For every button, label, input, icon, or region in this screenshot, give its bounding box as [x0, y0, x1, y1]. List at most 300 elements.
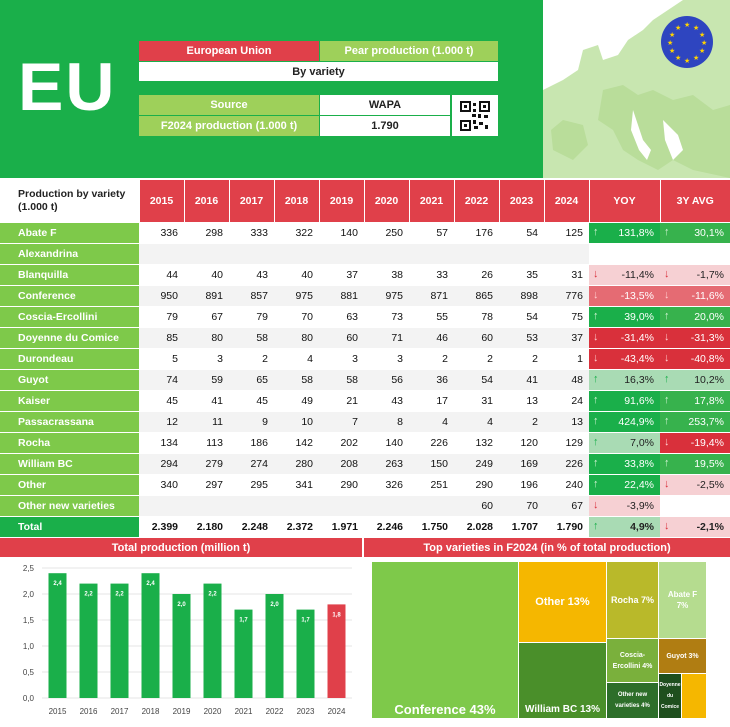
value-cell — [184, 243, 229, 264]
x-tick-label: 2017 — [110, 707, 129, 716]
avg-cell — [660, 495, 730, 516]
value-cell: 322 — [274, 222, 319, 243]
bar — [173, 594, 191, 698]
yoy-cell — [589, 243, 660, 264]
table-row — [0, 474, 730, 495]
treemap-label: Guyot 3% — [666, 652, 699, 660]
value-cell: 290 — [454, 474, 499, 495]
table-row — [0, 390, 730, 411]
arrow-up-icon: ↑ — [664, 372, 670, 385]
year-header: 2023 — [499, 180, 544, 222]
arrow-down-icon: ↓ — [664, 519, 670, 532]
bar-value-label: 2,4 — [53, 581, 62, 588]
value-cell: 54 — [454, 369, 499, 390]
avg-cell — [660, 474, 730, 495]
arrow-down-icon: ↓ — [593, 288, 599, 301]
yoy-cell — [589, 411, 660, 432]
treemap-tile — [659, 562, 706, 638]
value-cell: 60 — [454, 327, 499, 348]
change-value: -3,9% — [626, 499, 654, 512]
table-row — [0, 495, 730, 516]
value-cell: 31 — [544, 264, 589, 285]
year-header: 2024 — [544, 180, 589, 222]
value-cell: 73 — [364, 306, 409, 327]
bar-value-label: 2,2 — [84, 591, 93, 598]
value-cell: 2 — [454, 348, 499, 369]
bar — [111, 584, 129, 698]
table-row — [0, 453, 730, 474]
change-value: 10,2% — [694, 373, 724, 386]
value-cell: 2.246 — [364, 516, 409, 537]
y-tick-label: 2,5 — [22, 564, 34, 573]
bar-value-label: 2,4 — [146, 581, 155, 588]
change-value: 33,8% — [624, 457, 654, 470]
avg-cell — [660, 264, 730, 285]
value-cell: 4 — [454, 411, 499, 432]
change-value: 19,5% — [694, 457, 724, 470]
value-cell: 975 — [274, 285, 319, 306]
value-cell: 79 — [229, 306, 274, 327]
yoy-cell — [589, 369, 660, 390]
value-cell: 881 — [319, 285, 364, 306]
value-cell: 250 — [364, 222, 409, 243]
value-cell — [274, 243, 319, 264]
value-cell: 3 — [319, 348, 364, 369]
arrow-up-icon: ↑ — [664, 309, 670, 322]
yoy-cell — [589, 390, 660, 411]
value-cell: 140 — [319, 222, 364, 243]
value-cell: 46 — [409, 327, 454, 348]
value-cell: 37 — [319, 264, 364, 285]
value-cell: 78 — [454, 306, 499, 327]
value-cell: 36 — [409, 369, 454, 390]
year-header: 2022 — [454, 180, 499, 222]
value-cell: 17 — [409, 390, 454, 411]
year-header: 2019 — [319, 180, 364, 222]
value-cell: 58 — [229, 327, 274, 348]
value-cell: 1.707 — [499, 516, 544, 537]
value-cell: 13 — [544, 411, 589, 432]
variety-name: William BC — [0, 453, 139, 474]
change-value: 22,4% — [624, 478, 654, 491]
arrow-up-icon: ↑ — [593, 477, 599, 490]
subtitle: By variety — [139, 62, 498, 81]
value-cell: 79 — [139, 306, 184, 327]
table-row — [0, 243, 730, 264]
value-cell: 196 — [499, 474, 544, 495]
arrow-up-icon: ↑ — [593, 435, 599, 448]
yoy-cell — [589, 474, 660, 495]
treemap-tile — [519, 562, 606, 642]
value-cell: 865 — [454, 285, 499, 306]
value-cell — [454, 243, 499, 264]
variety-name: Blanquilla — [0, 264, 139, 285]
table-row — [0, 285, 730, 306]
value-cell: 59 — [184, 369, 229, 390]
total-production-bar-chart — [0, 560, 362, 727]
value-cell: 75 — [544, 306, 589, 327]
top-varieties-treemap — [372, 562, 706, 718]
value-cell: 1.971 — [319, 516, 364, 537]
variety-name: Passacrassana — [0, 411, 139, 432]
value-cell: 226 — [544, 453, 589, 474]
value-cell: 5 — [139, 348, 184, 369]
value-cell: 10 — [274, 411, 319, 432]
value-cell: 45 — [139, 390, 184, 411]
arrow-up-icon: ↑ — [593, 519, 599, 532]
value-cell: 56 — [364, 369, 409, 390]
value-cell: 226 — [409, 432, 454, 453]
yoy-cell — [589, 495, 660, 516]
value-cell: 13 — [499, 390, 544, 411]
value-cell: 295 — [229, 474, 274, 495]
value-cell: 67 — [544, 495, 589, 516]
x-tick-label: 2019 — [172, 707, 191, 716]
arrow-down-icon: ↓ — [593, 351, 599, 364]
value-cell — [319, 495, 364, 516]
value-cell: 125 — [544, 222, 589, 243]
treemap-label: Other new varieties 4% — [615, 691, 650, 709]
year-header: 2020 — [364, 180, 409, 222]
change-value: 424,9% — [618, 415, 654, 428]
value-cell: 140 — [364, 432, 409, 453]
value-cell: 41 — [184, 390, 229, 411]
variety-name: Abate F — [0, 222, 139, 243]
arrow-down-icon: ↓ — [664, 330, 670, 343]
x-tick-label: 2021 — [234, 707, 253, 716]
value-cell: 24 — [544, 390, 589, 411]
value-cell: 8 — [364, 411, 409, 432]
value-cell: 3 — [184, 348, 229, 369]
bar-chart-title: Total production (million t) — [0, 538, 362, 557]
value-cell — [319, 243, 364, 264]
y-tick-label: 2,0 — [22, 590, 34, 599]
avg-header: 3Y AVG — [660, 180, 730, 222]
change-value: 16,3% — [624, 373, 654, 386]
avg-cell — [660, 306, 730, 327]
value-cell: 3 — [364, 348, 409, 369]
value-cell: 950 — [139, 285, 184, 306]
yoy-cell — [589, 348, 660, 369]
value-cell: 1.750 — [409, 516, 454, 537]
x-tick-label: 2018 — [141, 707, 160, 716]
variety-name: Alexandrina — [0, 243, 139, 264]
value-cell: 340 — [139, 474, 184, 495]
value-cell: 54 — [499, 306, 544, 327]
variety-name: Conference — [0, 285, 139, 306]
value-cell: 294 — [139, 453, 184, 474]
arrow-down-icon: ↓ — [664, 267, 670, 280]
value-cell: 891 — [184, 285, 229, 306]
x-tick-label: 2016 — [79, 707, 98, 716]
table-row — [0, 411, 730, 432]
value-cell: 113 — [184, 432, 229, 453]
value-cell: 871 — [409, 285, 454, 306]
value-cell — [409, 243, 454, 264]
arrow-up-icon: ↑ — [593, 393, 599, 406]
value-cell: 1.790 — [544, 516, 589, 537]
forecast-label: F2024 production (1.000 t) — [139, 116, 319, 136]
bar-value-label: 2,2 — [115, 591, 124, 598]
value-cell — [139, 495, 184, 516]
arrow-up-icon: ↑ — [593, 225, 599, 238]
value-cell: 776 — [544, 285, 589, 306]
value-cell: 70 — [274, 306, 319, 327]
value-cell — [409, 495, 454, 516]
treemap-tile — [519, 643, 606, 718]
year-header: 2018 — [274, 180, 319, 222]
table-row — [0, 264, 730, 285]
variety-name: Other new varieties — [0, 495, 139, 516]
value-cell: 4 — [409, 411, 454, 432]
y-tick-label: 0,0 — [22, 694, 34, 703]
value-cell: 341 — [274, 474, 319, 495]
yoy-cell — [589, 264, 660, 285]
treemap-label: Doyenne du Comice — [659, 681, 681, 710]
avg-cell — [660, 327, 730, 348]
value-cell — [364, 495, 409, 516]
production-table — [0, 180, 730, 538]
arrow-down-icon: ↓ — [593, 498, 599, 511]
value-cell: 7 — [319, 411, 364, 432]
value-cell: 857 — [229, 285, 274, 306]
yoy-cell — [589, 327, 660, 348]
value-cell: 208 — [319, 453, 364, 474]
arrow-up-icon: ↑ — [664, 456, 670, 469]
bar — [49, 573, 67, 698]
value-cell: 40 — [184, 264, 229, 285]
treemap-label: Coscia-Ercollini 4% — [612, 651, 653, 670]
bar-value-label: 2,2 — [208, 591, 217, 598]
change-value: 131,8% — [618, 226, 654, 239]
treemap-label: Conference 43% — [394, 702, 496, 717]
change-value: 253,7% — [688, 415, 724, 428]
bar — [266, 594, 284, 698]
value-cell: 58 — [274, 369, 319, 390]
treemap-tile — [659, 639, 706, 673]
value-cell: 55 — [409, 306, 454, 327]
arrow-up-icon: ↑ — [593, 309, 599, 322]
value-cell: 1 — [544, 348, 589, 369]
metric-label: Pear production (1.000 t) — [320, 41, 498, 61]
bar — [142, 573, 160, 698]
value-cell — [229, 495, 274, 516]
region-label: European Union — [139, 41, 319, 61]
year-header: 2021 — [409, 180, 454, 222]
change-value: -40,8% — [690, 352, 724, 365]
value-cell: 21 — [319, 390, 364, 411]
value-cell: 297 — [184, 474, 229, 495]
treemap-title: Top varieties in F2024 (in % of total production) — [364, 538, 730, 557]
variety-name: Kaiser — [0, 390, 139, 411]
bar-value-label: 1,7 — [239, 617, 248, 624]
avg-cell — [660, 390, 730, 411]
value-cell: 65 — [229, 369, 274, 390]
value-cell: 975 — [364, 285, 409, 306]
treemap-label: Other 13% — [535, 595, 590, 608]
change-value: 4,9% — [630, 520, 654, 533]
value-cell: 2.180 — [184, 516, 229, 537]
arrow-down-icon: ↓ — [664, 351, 670, 364]
variety-name: Doyenne du Comice — [0, 327, 139, 348]
arrow-down-icon: ↓ — [593, 330, 599, 343]
x-tick-label: 2020 — [203, 707, 222, 716]
value-cell: 80 — [184, 327, 229, 348]
value-cell: 48 — [544, 369, 589, 390]
value-cell: 333 — [229, 222, 274, 243]
x-tick-label: 2022 — [265, 707, 284, 716]
value-cell: 63 — [319, 306, 364, 327]
qr-code-icon — [460, 101, 490, 131]
change-value: -11,4% — [621, 268, 654, 281]
treemap-tile — [372, 562, 518, 718]
value-cell: 298 — [184, 222, 229, 243]
arrow-up-icon: ↑ — [593, 414, 599, 427]
table-row — [0, 432, 730, 453]
y-tick-label: 1,0 — [22, 642, 34, 651]
treemap-tile — [607, 639, 658, 682]
change-value: 39,0% — [624, 310, 654, 323]
table-row — [0, 222, 730, 243]
value-cell: 9 — [229, 411, 274, 432]
change-value: -2,5% — [696, 478, 724, 491]
value-cell: 2 — [499, 348, 544, 369]
year-header: 2016 — [184, 180, 229, 222]
value-cell: 4 — [274, 348, 319, 369]
value-cell: 279 — [184, 453, 229, 474]
value-cell: 41 — [499, 369, 544, 390]
avg-cell — [660, 348, 730, 369]
value-cell: 336 — [139, 222, 184, 243]
value-cell: 186 — [229, 432, 274, 453]
avg-cell — [660, 411, 730, 432]
arrow-down-icon: ↓ — [664, 477, 670, 490]
value-cell: 31 — [454, 390, 499, 411]
bar-value-label: 1,8 — [332, 612, 341, 619]
value-cell: 11 — [184, 411, 229, 432]
value-cell: 150 — [409, 453, 454, 474]
treemap-label: Abate F 7% — [667, 590, 698, 610]
value-cell: 129 — [544, 432, 589, 453]
arrow-up-icon: ↑ — [593, 372, 599, 385]
value-cell: 49 — [274, 390, 319, 411]
value-cell: 45 — [229, 390, 274, 411]
value-cell: 2.372 — [274, 516, 319, 537]
arrow-up-icon: ↑ — [664, 225, 670, 238]
change-value: -13,5% — [620, 289, 654, 302]
avg-cell — [660, 369, 730, 390]
change-value: 7,0% — [630, 436, 654, 449]
value-cell: 58 — [319, 369, 364, 390]
year-header: 2017 — [229, 180, 274, 222]
eu-flag-icon: ★ ★ ★ ★ ★ ★ ★ ★ ★ ★ ★ ★ — [661, 16, 713, 68]
value-cell: 80 — [274, 327, 319, 348]
value-cell: 898 — [499, 285, 544, 306]
value-cell: 280 — [274, 453, 319, 474]
value-cell: 57 — [409, 222, 454, 243]
change-value: -31,4% — [620, 331, 654, 344]
value-cell: 2 — [409, 348, 454, 369]
yoy-cell — [589, 306, 660, 327]
value-cell: 37 — [544, 327, 589, 348]
value-cell: 202 — [319, 432, 364, 453]
value-cell — [139, 243, 184, 264]
value-cell: 67 — [184, 306, 229, 327]
treemap-tile — [659, 674, 681, 718]
value-cell — [499, 243, 544, 264]
source-value: WAPA — [320, 95, 450, 115]
value-cell: 120 — [499, 432, 544, 453]
treemap-tile — [682, 674, 706, 718]
bar — [80, 584, 98, 698]
value-cell: 326 — [364, 474, 409, 495]
value-cell: 2.028 — [454, 516, 499, 537]
forecast-value: 1.790 — [320, 116, 450, 136]
avg-cell — [660, 243, 730, 264]
change-value: -19,4% — [690, 436, 724, 449]
avg-cell — [660, 453, 730, 474]
value-cell: 74 — [139, 369, 184, 390]
x-tick-label: 2023 — [296, 707, 315, 716]
change-value: -11,6% — [691, 289, 724, 302]
change-value: -31,3% — [690, 331, 724, 344]
x-tick-label: 2024 — [327, 707, 346, 716]
change-value: -43,4% — [620, 352, 654, 365]
year-header: 2015 — [139, 180, 184, 222]
arrow-down-icon: ↓ — [593, 267, 599, 280]
value-cell: 33 — [409, 264, 454, 285]
bar-value-label: 1,7 — [301, 617, 310, 624]
variety-name: Total — [0, 516, 139, 537]
bar — [328, 604, 346, 698]
yoy-cell — [589, 453, 660, 474]
value-cell: 249 — [454, 453, 499, 474]
table-row — [0, 327, 730, 348]
bar-value-label: 2,0 — [177, 602, 186, 608]
table-row — [0, 348, 730, 369]
variety-name: Guyot — [0, 369, 139, 390]
yoy-cell — [589, 222, 660, 243]
value-cell — [229, 243, 274, 264]
value-cell: 169 — [499, 453, 544, 474]
change-value: -2,1% — [696, 520, 724, 533]
value-cell: 2 — [499, 411, 544, 432]
variety-name: Rocha — [0, 432, 139, 453]
value-cell: 38 — [364, 264, 409, 285]
value-cell: 12 — [139, 411, 184, 432]
arrow-up-icon: ↑ — [593, 456, 599, 469]
value-cell: 290 — [319, 474, 364, 495]
change-value: 91,6% — [624, 394, 654, 407]
value-cell: 2.399 — [139, 516, 184, 537]
value-cell: 43 — [364, 390, 409, 411]
yoy-cell — [589, 285, 660, 306]
table-row — [0, 369, 730, 390]
avg-cell — [660, 516, 730, 537]
value-cell: 274 — [229, 453, 274, 474]
value-cell: 26 — [454, 264, 499, 285]
source-label: Source — [139, 95, 319, 115]
value-cell: 53 — [499, 327, 544, 348]
value-cell: 251 — [409, 474, 454, 495]
value-cell: 35 — [499, 264, 544, 285]
value-cell: 2.248 — [229, 516, 274, 537]
value-cell: 40 — [274, 264, 319, 285]
avg-cell — [660, 222, 730, 243]
value-cell: 85 — [139, 327, 184, 348]
value-cell: 60 — [454, 495, 499, 516]
value-cell: 2 — [229, 348, 274, 369]
